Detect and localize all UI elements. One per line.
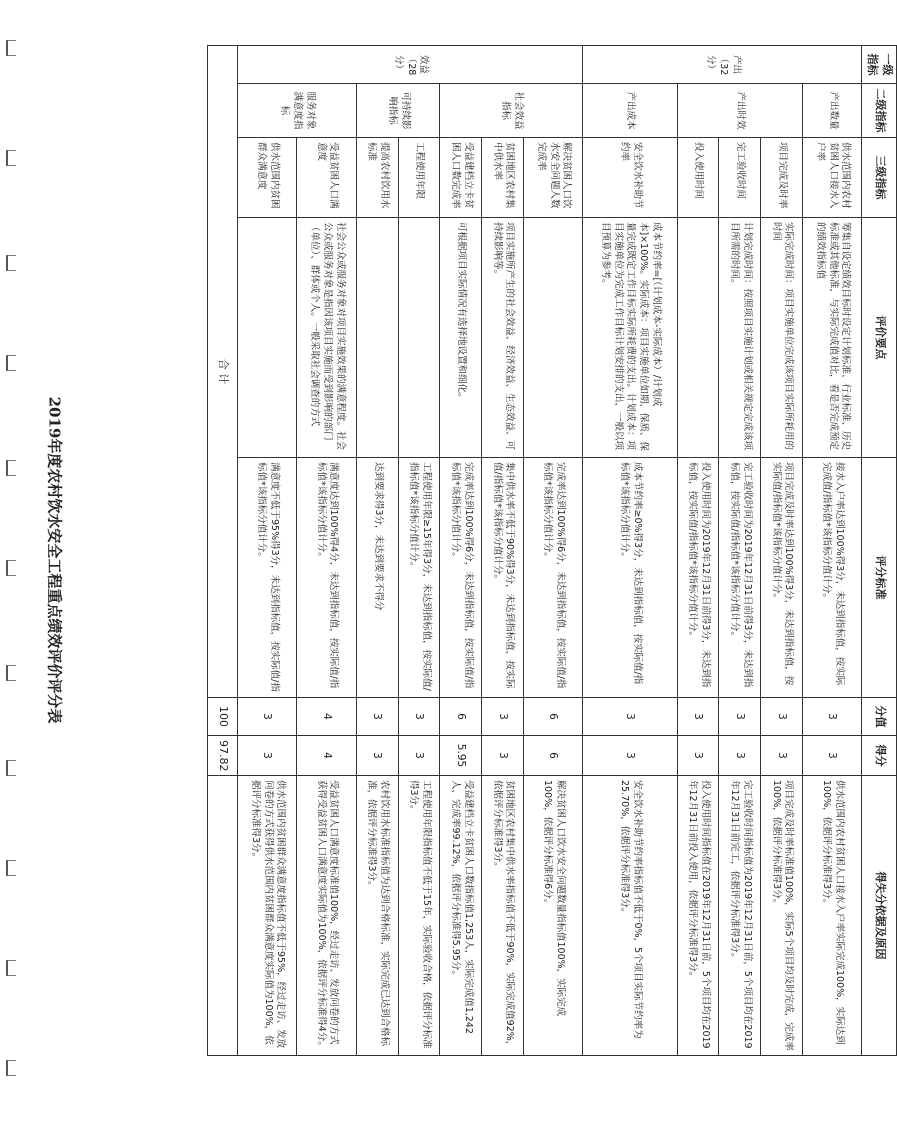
score-max-cell: 4: [297, 698, 356, 736]
level3-cell: 受益贫困人口满意度: [297, 138, 356, 218]
score-max-cell: 3: [356, 698, 398, 736]
reason-cell: 完工验收时间指标值为2019年12月31日前，5个项目均在2019年12月31日前完工，依据评分标准得3分。: [719, 776, 761, 1056]
standard-cell: 完成率达到100%得6分，未达到指标值，按实际值/指标值*该指标分值计分。: [440, 458, 482, 698]
reason-cell: 工程使用年限指标值不低于15年，实际验收合格，依据评分标准得3分。: [398, 776, 440, 1056]
standard-cell: 集中供水率不低于90%得3分，未达到指标值，按实际值/指标值*该指标分值计分。: [482, 458, 524, 698]
header-score-max: 分值: [862, 698, 897, 736]
rotated-page: [207, 45, 897, 1055]
level3-cell: 投入使用时间: [677, 138, 719, 218]
level3-cell: 解决贫困人口饮水安全问题人数完成率: [523, 138, 582, 218]
standard-cell: 工程使用年限≥15年得3分，未达到指标值，按实际值/指标值*该指标分值计分。: [398, 458, 440, 698]
level2-timeliness: 产出时效: [677, 84, 802, 138]
table-row: [677, 46, 719, 1056]
table-row: [803, 46, 862, 1056]
score-max-cell: 3: [803, 698, 862, 736]
total-score-max: 100: [208, 698, 238, 736]
score-cell: 5.95: [440, 736, 482, 776]
level2-cost: 产出成本: [583, 84, 677, 138]
level2-sustainable: 可持续影响指标: [356, 84, 440, 138]
table-row: [719, 46, 761, 1056]
level3-cell: 完工验收时间: [719, 138, 761, 218]
standard-cell: 完工验收时间为2019年12月31日前得3分，未达到指标值，按实际值/指标值*该指标分值计分。: [719, 458, 761, 698]
score-cell: 3: [803, 736, 862, 776]
level3-cell: 工程使用年限: [398, 138, 440, 218]
point-cell: 成本节约率=[（计划成本-实际成本）/计划成本]×100%。实际成本：项目实施单位如期、保质、保量完成既定工作目标实际所耗费的支出。计划成本：项目实施单位为完成工作目标计划安排的支出，一般以项目预算为参考。: [583, 218, 677, 458]
point-cell: [398, 218, 440, 458]
reason-cell: 供水范围内贫困群众满意度指标值不低于95%，经过走访、发放问卷的方式获得供水范围内贫困群众满意度实际值为100%，依据评分标准得3分。: [238, 776, 297, 1056]
reason-cell: 受益建档立卡贫困人口数指标值1,253人，实际完成值1,242人，完成率99.12%，依据评分标准得5.95分。: [440, 776, 482, 1056]
score-max-cell: 3: [719, 698, 761, 736]
header-standard: 评分标准: [862, 458, 897, 698]
header-level2: 二级指标: [862, 84, 897, 138]
reason-cell: 贫困地区农村集中供水率指标值不低于90%，实际完成值92%，依据评分标准得3分。: [482, 776, 524, 1056]
header-reason: 得失分依据及原因: [862, 776, 897, 1056]
binder-holes: [0, 0, 22, 1121]
header-score: 得分: [862, 736, 897, 776]
table-row: [238, 46, 297, 1056]
reason-cell: 安全饮水补助节约率指标值不低于0%，5个项目实际节约率为25.70%，依据评分标准得3分。: [583, 776, 677, 1056]
total-score: 97.82: [208, 736, 238, 776]
point-cell: [356, 218, 398, 458]
total-label: 合 计: [208, 46, 238, 698]
point-cell: 社会公众或服务对象对项目实施效果的满意程度。社会公众或服务对象是指因该项目实施而受到影响的部门（单位）、群体或个人。一般采取社会调查的方式: [297, 218, 356, 458]
score-max-cell: 3: [238, 698, 297, 736]
score-max-cell: 6: [523, 698, 582, 736]
total-row: [208, 46, 238, 1056]
reason-cell: 投入使用时间指标值在2019年12月31日前，5个项目均在2019年12月31日前投入使用，依据评分标准得3分。: [677, 776, 719, 1056]
level3-cell: 供水范围内农村贫困人口接水入户率: [803, 138, 862, 218]
score-max-cell: 3: [761, 698, 803, 736]
header-level3: 三级指标: [862, 138, 897, 218]
standard-cell: 满意度达到100%得4分，未达到指标值，按实际值/指标值*该指标分值计分。: [297, 458, 356, 698]
level2-quantity: 产出数量: [803, 84, 862, 138]
score-cell: 3: [583, 736, 677, 776]
level3-cell: 安全饮水补助节约率: [583, 138, 677, 218]
point-cell: [677, 218, 719, 458]
point-cell: 筹集自设定绩效目标时设定计划标准、行业标准、历史标准或其他标准，与实际完成值对比，看是否完成预定的绩效指标值: [803, 218, 862, 458]
document-title: 2019年度农村饮水安全工程重点绩效评价评分表: [45, 396, 64, 724]
table-row: [761, 46, 803, 1056]
table-row: [583, 46, 677, 1056]
score-cell: 3: [677, 736, 719, 776]
point-cell: 项目实施所产生的社会效益、经济效益、生态效益、可持续影响等。: [482, 218, 524, 458]
standard-cell: 项目完成及时率达到100%得3分，未达到指标值，按实际值/指标值*该指标分值计分。: [761, 458, 803, 698]
level2-satisfaction: 服务对象满意度指标: [238, 84, 357, 138]
level2-social: 社会效益指标: [440, 84, 583, 138]
point-cell: 可根据项目实际情况有选择地设置和细化。: [440, 218, 482, 458]
score-cell: 3: [482, 736, 524, 776]
header-level1: 一级指标: [862, 46, 897, 84]
score-cell: 3: [356, 736, 398, 776]
level1-benefit: 效益（28分）: [238, 46, 583, 84]
standard-cell: 达到要求得3分，未达到要求不得分: [356, 458, 398, 698]
table-row: [398, 46, 440, 1056]
score-cell: 3: [238, 736, 297, 776]
score-max-cell: 3: [482, 698, 524, 736]
standard-cell: 满意度不低于95%得3分，未达到指标值，按实际值/指标值*该指标分值计分。: [238, 458, 297, 698]
reason-cell: 项目完成及时率标准值100%，实际5个项目均及时完成，完成率100%，依据评分标准得3分。: [761, 776, 803, 1056]
reason-cell: 农村饮用水标准指标值为达到合格标准，实际完成已达到合格标准，依据评分标准得3分。: [356, 776, 398, 1056]
point-cell: 实际完成时间：项目实施单位完成该项目实际所耗用的时间: [761, 218, 803, 458]
standard-cell: 成本节约率≥0%得3分，未达到指标值，按实际值/指标值*该指标分值计分。: [583, 458, 677, 698]
point-cell: 计划完成时间：按照项目实施计划或相关规定完成该项目所需的时间。: [719, 218, 761, 458]
table-row: [523, 46, 582, 1056]
standard-cell: 接水入户率达到100%得3分，未达到指标值，按实际完成值/指标值*该指标分值计分。: [803, 458, 862, 698]
table-row: [356, 46, 398, 1056]
score-max-cell: 3: [677, 698, 719, 736]
level3-cell: 提高农村饮用水标准: [356, 138, 398, 218]
reason-cell: 供水范围内农村贫困人口接水入户率实际完成100%，实际达到100%，依据评分标准得3分。: [803, 776, 862, 1056]
level1-output: 产出（32分）: [583, 46, 862, 84]
score-max-cell: 3: [583, 698, 677, 736]
score-cell: 6: [523, 736, 582, 776]
header-point: 评价要点: [862, 218, 897, 458]
evaluation-table: [207, 45, 897, 1056]
score-max-cell: 3: [398, 698, 440, 736]
level3-cell: 受益建档立卡贫困人口数完成率: [440, 138, 482, 218]
score-max-cell: 6: [440, 698, 482, 736]
table-row: [482, 46, 524, 1056]
level3-cell: 项目完成及时率: [761, 138, 803, 218]
score-cell: 4: [297, 736, 356, 776]
score-cell: 3: [761, 736, 803, 776]
total-reason-empty: [208, 776, 238, 1056]
point-cell: [238, 218, 297, 458]
point-cell: [523, 218, 582, 458]
table-row: [297, 46, 356, 1056]
score-cell: 3: [719, 736, 761, 776]
header-row: [862, 46, 897, 1056]
table-row: [440, 46, 482, 1056]
reason-cell: 受益贫困人口满意度标准值100%，经过走访、发放问卷的方式获得受益贫困人口满意度实际值为100%，依据评分标准得4分。: [297, 776, 356, 1056]
reason-cell: 解决贫困人口饮水安全问题数量指标值100%，实际完成100%，依据评分标准得6分。: [523, 776, 582, 1056]
standard-cell: 完成率达到100%得6分，未达到指标值，按实际值/指标值*该指标分值计分。: [523, 458, 582, 698]
level3-cell: 贫困地区农村集中供水率: [482, 138, 524, 218]
standard-cell: 投入使用时间为2019年12月31日前得3分，未达到指标值，按实际值/指标值*该指标分值计分。: [677, 458, 719, 698]
score-cell: 3: [398, 736, 440, 776]
level3-cell: 供水范围内贫困群众满意度: [238, 138, 297, 218]
